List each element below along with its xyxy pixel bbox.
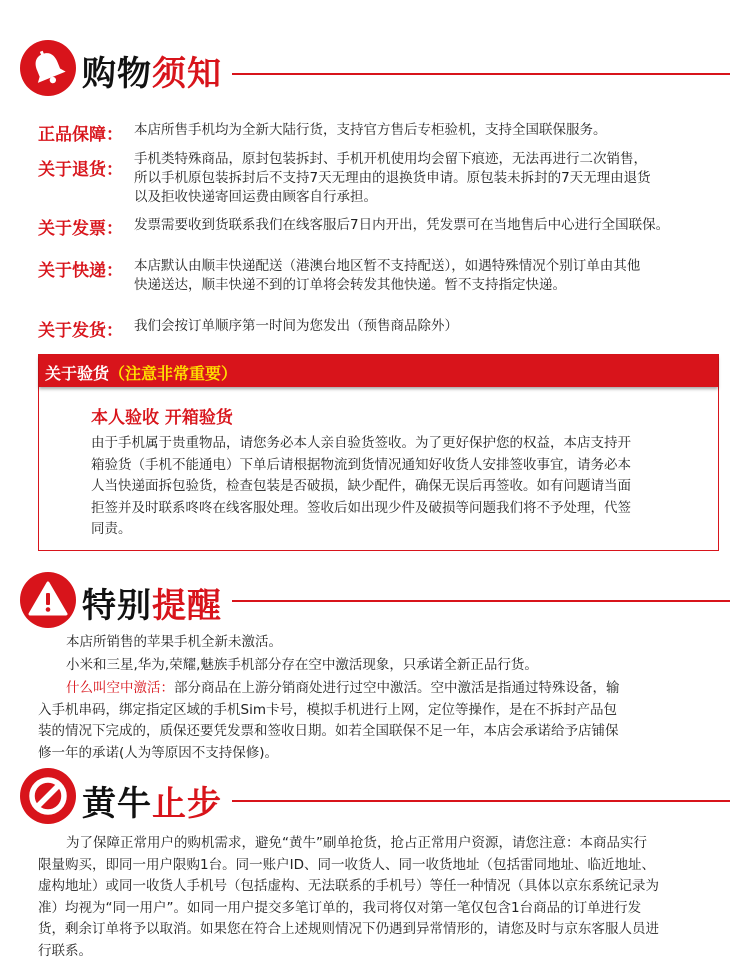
bell-icon (20, 40, 76, 96)
divider (232, 800, 730, 802)
row-label-shipping: 关于发货： (38, 321, 123, 341)
inspection-subtitle: 本人验收 开箱验货 (91, 408, 233, 428)
row-text-delivery: 本店默认由顺丰快递配送（港澳台地区暂不支持配送），如遇特殊情况个别订单由其他 快递送达，顺丰快递不到的订单将会转发其他快递。暂不支持指定快递。 (134, 258, 641, 293)
scalper-body: 为了保障正常用户的购机需求，避免“黄牛”刷单抢货，抢占正常用户资源，请您注意：本商品实行 限量购买，即同一用户限购1台。同一账户ID、同一收货人、同一收货地址（包括雷同地址、临近地址、 虚构地址）或同一收货人手机号（包括虚构、无法联系的手机号）等任一种情况（具体以京东系统记录为 准）均视为“同一用户”。如同一用户提交多笔订单的，我司将仅对第一笔仅包含1台商品的订单进行发 货，剩余订单将予以取消。如果您在符合上述规则情况下仍遇到异常情形的，请您及时与京东客服人员进 行联系。 (38, 835, 659, 959)
warning-triangle-icon (20, 572, 76, 628)
inspection-bar-title: 关于验货（注意非常重要） (45, 364, 238, 383)
reminder-activation: 什么叫空中激活：部分商品在上游分销商处进行过空中激活。空中激活是指通过特殊设备，输 入手机串码，绑定指定区域的手机Sim卡号，模拟手机进行上网，定位等操作，是在不拆封产品包 装的情况下完成的，质保还要凭发票和签收日期。如若全国联保不足一年，本店会承诺给予店铺保 修一年的承诺(人为等原因不支持保修)。 (38, 680, 620, 761)
inspection-bar (39, 355, 718, 387)
divider (232, 73, 730, 75)
row-label-returns: 关于退货： (38, 160, 123, 180)
row-label-authentic: 正品保障： (38, 125, 123, 145)
notice-header (0, 34, 750, 114)
reminder-line-1: 本店所销售的苹果手机全新未激活。 (66, 634, 282, 650)
scalper-header (0, 762, 750, 842)
scalper-title: 黄牛止步 (82, 784, 222, 824)
reminder-line-2: 小米和三星,华为,荣耀,魅族手机部分存在空中激活现象，只承诺全新正品行货。 (66, 657, 538, 673)
reminder-title: 特别提醒 (82, 586, 222, 626)
notice-title: 购物须知 (82, 54, 222, 94)
row-text-shipping: 我们会按订单顺序第一时间为您发出（预售商品除外） (134, 318, 458, 334)
row-text-authentic: 本店所售手机均为全新大陆行货，支持官方售后专柜验机，支持全国联保服务。 (134, 122, 607, 138)
row-text-returns: 手机类特殊商品，原封包装拆封、手机开机使用均会留下痕迹，无法再进行二次销售， 所以手机原包装拆封后不支持7天无理由的退换货申请。原包装未拆封的7天无理由退货 以及拒收快递寄回运费由顾客自行承担。 (134, 151, 651, 205)
row-label-delivery: 关于快递： (38, 261, 123, 281)
no-entry-icon (20, 768, 76, 824)
inspection-box (38, 354, 719, 551)
inspection-body: 由于手机属于贵重物品，请您务必本人亲自验货签收。为了更好保护您的权益，本店支持开 箱验货（手机不能通电）下单后请根据物流到货情况通知好收货人安排签收事宜，请务必本 人当快递面拆包验货，检查包装是否破损，缺少配件，确保无误后再签收。如有问题请当面 拒签并及时联系咚咚在线客服处理。签收后如出现少件及破损等问题我们将不予处理，代签 同责。 (91, 435, 631, 537)
row-label-invoice: 关于发票： (38, 219, 123, 239)
divider (232, 600, 730, 602)
row-text-invoice: 发票需要收到货联系我们在线客服后7日内开出，凭发票可在当地售后中心进行全国联保。 (134, 217, 670, 233)
